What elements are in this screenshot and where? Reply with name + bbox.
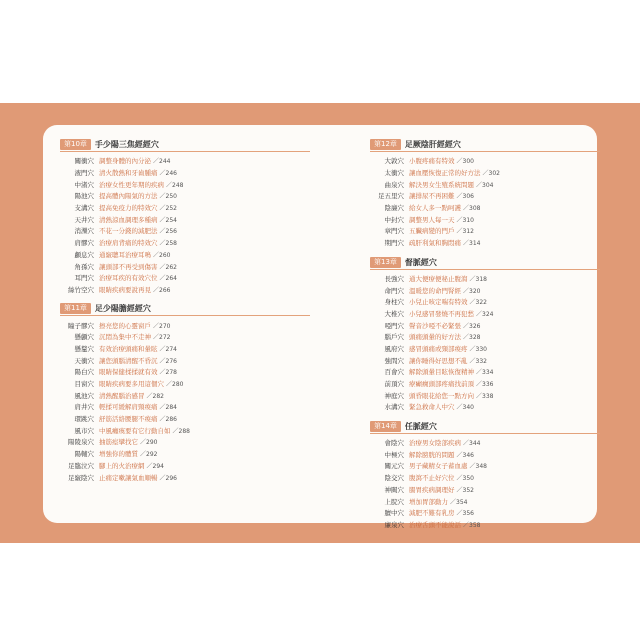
- toc-entry[interactable]: [60, 331, 310, 343]
- chapter-badge: 第10章: [60, 139, 91, 150]
- page-number: ／300: [456, 158, 474, 166]
- page-number: ／270: [153, 322, 171, 330]
- acupoint-name: 消濼穴: [74, 227, 94, 236]
- entry-description: 讓您頭腦清醒不昏沉: [99, 356, 158, 365]
- page-number: ／320: [463, 287, 481, 295]
- toc-entry[interactable]: [370, 437, 600, 449]
- acupoint-name: 中封穴: [384, 215, 404, 224]
- entry-description: 有效治療頭痛和暈眩: [99, 344, 158, 353]
- acupoint-name: 目窗穴: [74, 380, 94, 389]
- acupoint-name: 前頂穴: [384, 380, 404, 389]
- entry-description: 擦亮您的心靈窗戶: [99, 321, 151, 330]
- page-number: ／356: [456, 510, 474, 518]
- toc-entry[interactable]: [370, 495, 600, 507]
- page-number: ／248: [166, 181, 184, 189]
- page-number: ／264: [159, 275, 177, 283]
- page-number: ／358: [463, 521, 481, 529]
- entry-description: 頭痛頭暈的好方法: [409, 333, 461, 342]
- page-number: ／346: [456, 451, 474, 459]
- toc-entry[interactable]: [370, 308, 600, 320]
- toc-column-left: [60, 138, 310, 483]
- page-number: ／246: [159, 170, 177, 178]
- page-number: ／332: [469, 357, 487, 365]
- entry-description: 止痛定嗽讓氣血順暢: [99, 473, 158, 482]
- acupoint-name: 大椎穴: [384, 309, 404, 318]
- page-number: ／286: [159, 416, 177, 424]
- toc-entry[interactable]: [370, 213, 600, 225]
- entry-description: 抽筋痙攣找它: [99, 438, 138, 447]
- toc-entry[interactable]: [60, 190, 310, 202]
- acupoint-name: 神闕穴: [384, 485, 404, 494]
- acupoint-name: 會陰穴: [384, 439, 404, 448]
- toc-entry[interactable]: [370, 343, 600, 355]
- toc-entry[interactable]: [370, 472, 600, 484]
- toc-entry[interactable]: [60, 448, 310, 460]
- toc-entry[interactable]: [370, 378, 600, 390]
- toc-entry[interactable]: [60, 284, 310, 296]
- toc-entry[interactable]: [60, 401, 310, 413]
- entry-description: 男子藏精女子蓄血處: [409, 462, 468, 471]
- entry-description: 解除頭暈目眩恢復精神: [409, 368, 474, 377]
- page-number: ／244: [153, 158, 171, 166]
- entry-description: 眼睛疾病要多用這個穴: [99, 380, 164, 389]
- entry-description: 疏肝利氣和胸悶痛: [409, 239, 461, 248]
- acupoint-name: 耳門穴: [74, 274, 94, 283]
- entry-description: 眼睛保健揉揉就有效: [99, 368, 158, 377]
- page-number: ／280: [166, 381, 184, 389]
- page-number: ／288: [172, 427, 190, 435]
- toc-entry[interactable]: [60, 237, 310, 249]
- page-number: ／250: [159, 193, 177, 201]
- page-number: ／336: [476, 381, 494, 389]
- toc-entry[interactable]: [60, 378, 310, 390]
- entry-description: 小兒止咳定喘有特效: [409, 298, 468, 307]
- toc-entry[interactable]: [370, 296, 600, 308]
- toc-entry[interactable]: [60, 178, 310, 190]
- chapter-gap: [60, 295, 310, 302]
- page-number: ／354: [450, 498, 468, 506]
- chapter-title: 足厥陰肝經經穴: [404, 140, 461, 149]
- toc-entry[interactable]: [60, 460, 310, 472]
- entry-description: 通竅聰耳治療耳鳴: [99, 250, 151, 259]
- toc-entry[interactable]: [60, 366, 310, 378]
- entry-description: 不花一分錢的減肥法: [99, 227, 158, 236]
- chapter-title: 手少陽三焦經經穴: [94, 140, 159, 149]
- chapter-header: [60, 138, 310, 152]
- acupoint-name: 足五里穴: [378, 192, 404, 201]
- page-number: ／266: [153, 286, 171, 294]
- entry-description: 感冒頭痛或頸部痠疼: [409, 344, 468, 353]
- page-number: ／348: [469, 463, 487, 471]
- entry-description: 讓排尿不再困難: [409, 192, 455, 201]
- toc-entry[interactable]: [370, 167, 600, 179]
- entry-description: 眼睛疾病要說再見: [99, 285, 151, 294]
- acupoint-name: 角孫穴: [74, 262, 94, 271]
- entry-description: 五臟病變的門戶: [409, 227, 455, 236]
- chapter-title: 督脈經穴: [404, 257, 437, 267]
- toc-entry[interactable]: [60, 389, 310, 401]
- acupoint-name: 腦戶穴: [384, 333, 404, 342]
- acupoint-name: 身柱穴: [384, 298, 404, 307]
- toc-entry[interactable]: [60, 471, 310, 483]
- toc-entry[interactable]: [60, 225, 310, 237]
- entry-description: 小兒感冒發燒不再犯愁: [409, 309, 474, 318]
- page-number: ／274: [159, 345, 177, 353]
- acupoint-name: 風府穴: [384, 344, 404, 353]
- toc-entry[interactable]: [60, 319, 310, 331]
- page-number: ／312: [456, 228, 474, 236]
- page-number: ／254: [159, 216, 177, 224]
- toc-entry[interactable]: [370, 401, 600, 413]
- entry-description: 解決男女生殖系統問題: [409, 180, 474, 189]
- entry-description: 解除膀胱的問題: [409, 450, 455, 459]
- acupoint-name: 足竅陰穴: [68, 473, 94, 482]
- toc-entry[interactable]: [60, 354, 310, 366]
- entry-description: 小腹疼痛有特效: [409, 157, 455, 166]
- toc-entry[interactable]: [370, 237, 600, 249]
- toc-entry[interactable]: [60, 343, 310, 355]
- entry-description: 腹瀉不止好穴位: [409, 474, 455, 483]
- page-number: ／284: [159, 404, 177, 412]
- toc-entry[interactable]: [60, 155, 310, 167]
- toc-entry[interactable]: [370, 225, 600, 237]
- page-number: ／350: [456, 475, 474, 483]
- entry-description: 減肥不難有乳房: [409, 509, 455, 518]
- entry-description: 增強你的體質: [99, 450, 138, 459]
- entry-description: 治療肩背痛的特效穴: [99, 239, 158, 248]
- toc-entry[interactable]: [370, 448, 600, 460]
- entry-description: 清火散熱和牙齒腫痛: [99, 169, 158, 178]
- entry-description: 清熱涼血調理多種病: [99, 215, 158, 224]
- acupoint-name: 上脘穴: [384, 497, 404, 506]
- toc-entry[interactable]: [60, 167, 310, 179]
- entry-description: 調整男人每一天: [409, 215, 455, 224]
- acupoint-name: 顱息穴: [74, 250, 94, 259]
- toc-entry[interactable]: [370, 319, 600, 331]
- entry-description: 讓血壓恢復正常的好方法: [409, 169, 481, 178]
- toc-entry[interactable]: [370, 366, 600, 378]
- acupoint-name: 肩髎穴: [74, 239, 94, 248]
- entry-description: 讓頭部不再受到傷害: [99, 262, 158, 271]
- toc-entry[interactable]: [60, 413, 310, 425]
- page-number: ／302: [482, 170, 500, 178]
- acupoint-name: 曲泉穴: [384, 180, 404, 189]
- chapter-header: [60, 302, 310, 316]
- entry-description: 腸胃疾病調理好: [409, 485, 455, 494]
- page-number: ／318: [469, 275, 487, 283]
- acupoint-name: 命門穴: [384, 286, 404, 295]
- acupoint-name: 陽陵泉穴: [68, 438, 94, 447]
- chapter-header: [370, 138, 600, 152]
- acupoint-name: 液門穴: [74, 169, 94, 178]
- entry-description: 舒筋活絡腰腿不痠痛: [99, 415, 158, 424]
- chapter-badge: 第14章: [370, 421, 401, 432]
- entry-description: 腳上的火治療網: [99, 461, 145, 470]
- toc-entry[interactable]: [60, 272, 310, 284]
- page-number: ／326: [463, 322, 481, 330]
- entry-description: 輕揉可緩解肩頸痠痛: [99, 403, 158, 412]
- toc-entry[interactable]: [370, 178, 600, 190]
- acupoint-name: 肩井穴: [74, 403, 94, 412]
- acupoint-name: 神庭穴: [384, 391, 404, 400]
- toc-entry[interactable]: [60, 249, 310, 261]
- entry-description: 調整身體的內分泌: [99, 157, 151, 166]
- page-number: ／292: [140, 451, 158, 459]
- page-number: ／330: [469, 345, 487, 353]
- toc-entry[interactable]: [370, 354, 600, 366]
- toc-entry[interactable]: [370, 484, 600, 496]
- acupoint-name: 中渚穴: [74, 180, 94, 189]
- acupoint-name: 陽池穴: [74, 192, 94, 201]
- acupoint-name: 陽輔穴: [74, 450, 94, 459]
- entry-description: 給女人多一點呵護: [409, 204, 461, 213]
- acupoint-name: 章門穴: [384, 227, 404, 236]
- entry-description: 治療耳疾的有效穴位: [99, 274, 158, 283]
- page-number: ／304: [476, 181, 494, 189]
- acupoint-name: 中極穴: [384, 450, 404, 459]
- chapter-badge: 第13章: [370, 257, 401, 268]
- entry-description: 聲音沙啞不必緊張: [409, 321, 461, 330]
- chapter-title: 足少陽膽經經穴: [94, 304, 151, 314]
- entry-description: 讓你睡得好思想不亂: [409, 356, 468, 365]
- chapter-title: 任脈經穴: [404, 421, 437, 431]
- chapter-gap: [370, 413, 600, 420]
- entry-description: 緊急救命人中穴: [409, 403, 455, 412]
- acupoint-name: 陰交穴: [384, 474, 404, 483]
- entry-description: 提高體內陽氣的方法: [99, 192, 158, 201]
- page-number: ／296: [159, 474, 177, 482]
- toc-entry[interactable]: [370, 389, 600, 401]
- acupoint-name: 關元穴: [384, 462, 404, 471]
- chapter-badge: 第12章: [370, 139, 401, 150]
- entry-description: 溫暖您的命門腎經: [409, 286, 461, 295]
- acupoint-name: 廉泉穴: [384, 520, 404, 529]
- acupoint-name: 陽白穴: [74, 368, 94, 377]
- page-number: ／262: [159, 263, 177, 271]
- toc-entry[interactable]: [60, 202, 310, 214]
- page-number: ／324: [476, 310, 494, 318]
- entry-description: 提高免疫力的特效穴: [99, 204, 158, 213]
- entry-description: 療癲癇頭部疼痛找前頂: [409, 380, 474, 389]
- toc-entry[interactable]: [60, 424, 310, 436]
- toc-entry[interactable]: [370, 273, 600, 285]
- entry-description: 增加胃部動力: [409, 497, 448, 506]
- toc-entry[interactable]: [370, 202, 600, 214]
- acupoint-name: 天井穴: [74, 215, 94, 224]
- page-number: ／338: [476, 392, 494, 400]
- page-number: ／340: [456, 404, 474, 412]
- entry-description: 頭昏眼花給您一點方向: [409, 391, 474, 400]
- toc-entry[interactable]: [370, 155, 600, 167]
- acupoint-name: 啞門穴: [384, 321, 404, 330]
- acupoint-name: 風市穴: [74, 426, 94, 435]
- entry-description: 沉悶為集中不走神: [99, 333, 151, 342]
- chapter-gap: [370, 249, 600, 256]
- chapter-header: [370, 256, 600, 270]
- acupoint-name: 風池穴: [74, 391, 94, 400]
- toc-entry[interactable]: [60, 213, 310, 225]
- toc-entry[interactable]: [60, 436, 310, 448]
- chapter-header: [370, 420, 600, 434]
- entry-description: 清熱醒腦治感冒: [99, 391, 145, 400]
- acupoint-name: 瞳子髎穴: [68, 321, 94, 330]
- page-number: ／310: [456, 216, 474, 224]
- page-number: ／272: [153, 334, 171, 342]
- page-number: ／334: [476, 369, 494, 377]
- toc-entry[interactable]: [370, 507, 600, 519]
- page-number: ／278: [159, 369, 177, 377]
- page-number: ／258: [159, 240, 177, 248]
- toc-entry[interactable]: [370, 284, 600, 296]
- entry-description: 治療舌頭不能說話: [409, 520, 461, 529]
- acupoint-name: 懸釐穴: [74, 344, 94, 353]
- acupoint-name: 強間穴: [384, 356, 404, 365]
- page-number: ／314: [463, 240, 481, 248]
- page-number: ／290: [140, 439, 158, 447]
- page-number: ／276: [159, 357, 177, 365]
- page-number: ／252: [159, 205, 177, 213]
- acupoint-name: 環跳穴: [74, 415, 94, 424]
- page-number: ／306: [456, 193, 474, 201]
- entry-description: 通大便療便秘止腹瀉: [409, 274, 468, 283]
- page-number: ／352: [456, 486, 474, 494]
- toc-column-right: [370, 138, 600, 530]
- acupoint-name: 期門穴: [384, 239, 404, 248]
- page-number: ／308: [463, 205, 481, 213]
- page-number: ／344: [463, 440, 481, 448]
- toc-entry[interactable]: [60, 260, 310, 272]
- acupoint-name: 關衝穴: [74, 157, 94, 166]
- toc-entry[interactable]: [370, 460, 600, 472]
- toc-entry[interactable]: [370, 190, 600, 202]
- acupoint-name: 百會穴: [384, 368, 404, 377]
- acupoint-name: 天衝穴: [74, 356, 94, 365]
- acupoint-name: 絲竹空穴: [68, 285, 94, 294]
- page-number: ／282: [146, 392, 164, 400]
- toc-entry[interactable]: [370, 331, 600, 343]
- chapter-badge: 第11章: [60, 303, 91, 314]
- acupoint-name: 膻中穴: [384, 509, 404, 518]
- acupoint-name: 懸顱穴: [74, 333, 94, 342]
- acupoint-name: 太衝穴: [384, 169, 404, 178]
- entry-description: 中風癱瘓要有它行動自如: [99, 426, 171, 435]
- acupoint-name: 陰廉穴: [384, 204, 404, 213]
- acupoint-name: 支溝穴: [74, 204, 94, 213]
- page-number: ／260: [153, 251, 171, 259]
- acupoint-name: 足臨泣穴: [68, 461, 94, 470]
- page-number: ／256: [159, 228, 177, 236]
- page-number: ／322: [469, 299, 487, 307]
- acupoint-name: 長強穴: [384, 274, 404, 283]
- acupoint-name: 水溝穴: [384, 403, 404, 412]
- entry-description: 治療女性更年期的疾病: [99, 180, 164, 189]
- entry-description: 治療男女陰部疾病: [409, 439, 461, 448]
- acupoint-name: 大敦穴: [384, 157, 404, 166]
- page-number: ／294: [146, 462, 164, 470]
- page-number: ／328: [463, 334, 481, 342]
- toc-entry[interactable]: [370, 519, 600, 531]
